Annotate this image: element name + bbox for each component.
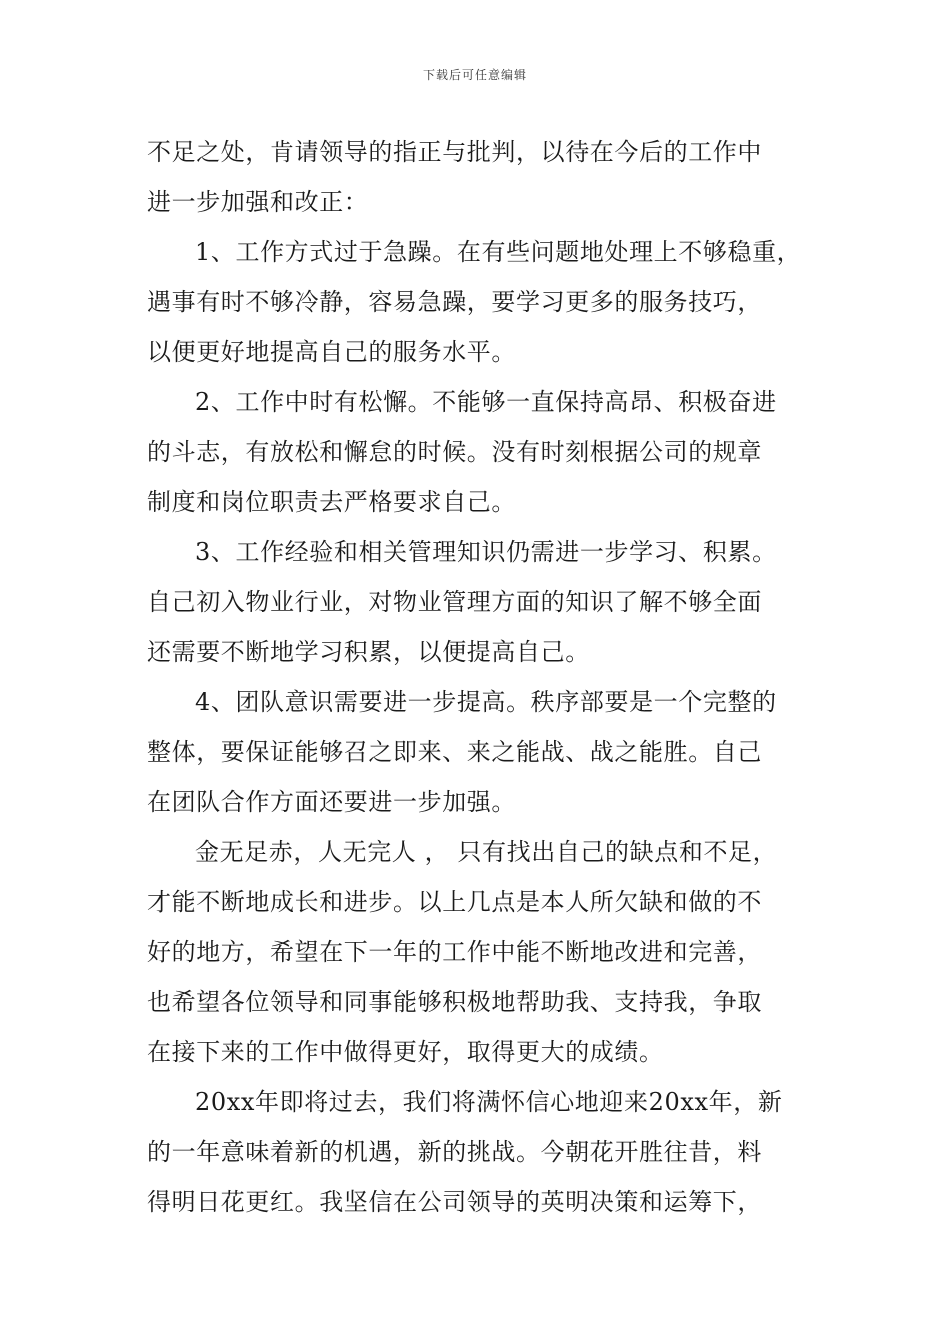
page-header: 下载后可任意编辑 xyxy=(422,68,527,82)
text-line: 得明日花更红。我坚信在公司领导的英明决策和运筹下， xyxy=(147,1188,762,1216)
text-line: 金无足赤，人无完人 ， 只有找出自己的缺点和不足， xyxy=(195,838,778,866)
text-line: 整体，要保证能够召之即来、来之能战、战之能胜。自己 xyxy=(147,738,762,766)
text-line: 才能不断地成长和进步。以上几点是本人所欠缺和做的不 xyxy=(147,888,762,916)
text-line: 自己初入物业行业，对物业管理方面的知识了解不够全面 xyxy=(147,588,762,616)
text-line: 不足之处，肯请领导的指正与批判，以待在今后的工作中 xyxy=(147,138,762,166)
text-line: 也希望各位领导和同事能够积极地帮助我、支持我，争取 xyxy=(147,988,762,1016)
document-body xyxy=(147,127,837,1227)
text-line: 4、团队意识需要进一步提高。秩序部要是一个完整的 xyxy=(195,688,777,716)
text-line: 3、工作经验和相关管理知识仍需进一步学习、积累。 xyxy=(195,538,777,566)
text-line: 的斗志，有放松和懈怠的时候。没有时刻根据公司的规章 xyxy=(147,438,762,466)
text-line: 遇事有时不够冷静，容易急躁，要学习更多的服务技巧， xyxy=(147,288,762,316)
text-line: 1、工作方式过于急躁。在有些问题地处理上不够稳重， xyxy=(195,238,802,266)
text-line: 的一年意味着新的机遇，新的挑战。今朝花开胜往昔，料 xyxy=(147,1138,762,1166)
text-line: 进一步加强和改正： xyxy=(147,188,369,216)
text-line: 在团队合作方面还要进一步加强。 xyxy=(147,788,516,816)
text-line: 20xx年即将过去，我们将满怀信心地迎来20xx年，新 xyxy=(195,1088,783,1116)
text-line: 好的地方，希望在下一年的工作中能不断地改进和完善， xyxy=(147,938,762,966)
text-line: 2、工作中时有松懈。不能够一直保持高昂、积极奋进 xyxy=(195,388,777,416)
text-line: 制度和岗位职责去严格要求自己。 xyxy=(147,488,516,516)
text-line: 还需要不断地学习积累，以便提高自己。 xyxy=(147,638,590,666)
text-line: 以便更好地提高自己的服务水平。 xyxy=(147,338,516,366)
text-line: 在接下来的工作中做得更好，取得更大的成绩。 xyxy=(147,1038,664,1066)
